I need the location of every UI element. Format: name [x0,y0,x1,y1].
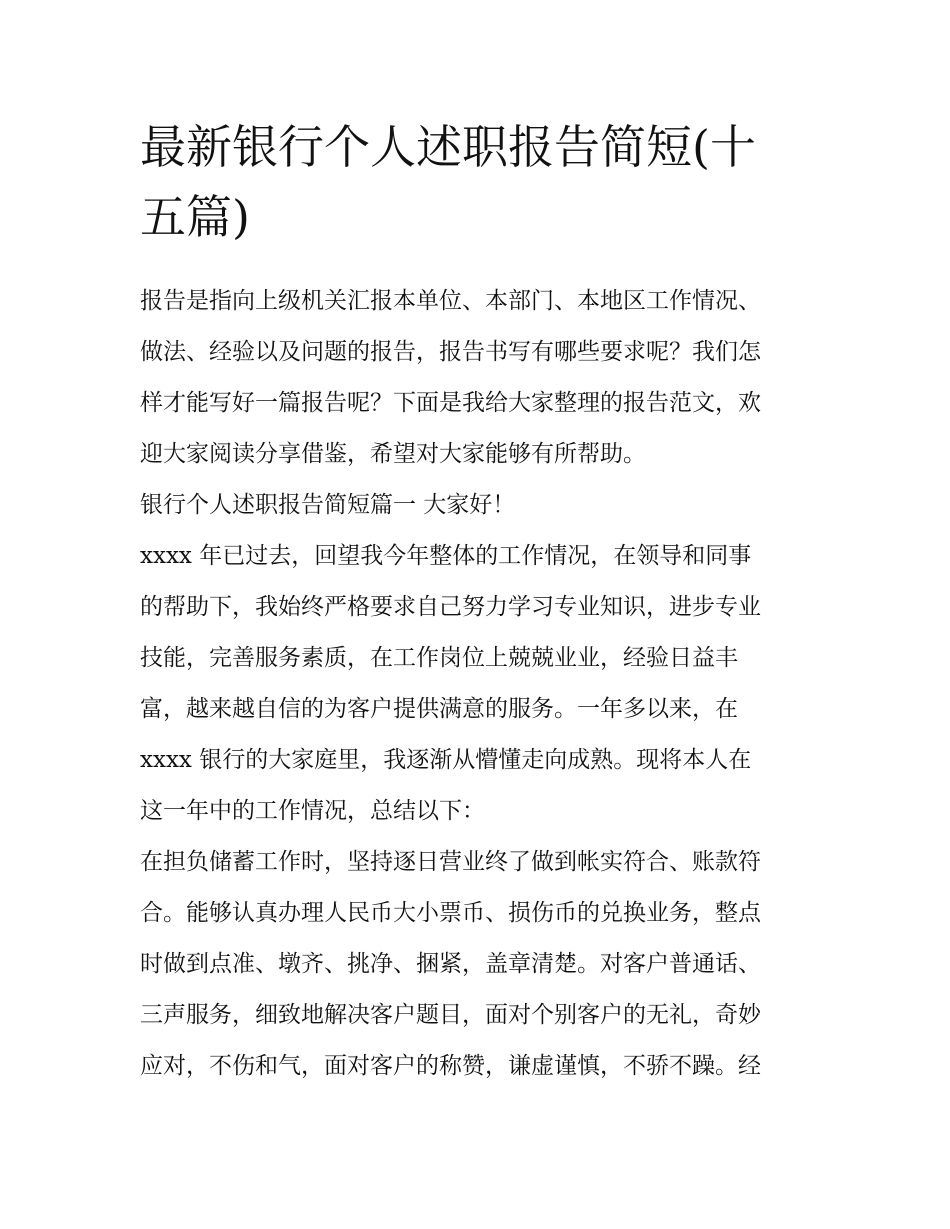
document-content [140,112,812,1092]
text-line: 三声服务，细致地解决客户题目，面对个别客户的无礼，奇妙 [140,1002,761,1028]
text-line: 的帮助下，我始终严格要求自己努力学习专业知识，进步专业 [140,594,761,620]
document-title [140,112,812,252]
title-line: 最新银行个人述职报告简短(十 [140,120,756,174]
section-heading: 银行个人述职报告简短篇一 大家好！ [140,492,516,518]
title-line: 五篇) [140,190,250,244]
text-line: 这一年中的工作情况，总结以下： [140,798,485,824]
text-line: 报告是指向上级机关汇报本单位、本部门、本地区工作情况、 [140,288,761,314]
text-line: 迎大家阅读分享借鉴，希望对大家能够有所帮助。 [140,441,646,467]
text-line: xxxx 银行的大家庭里，我逐渐从懵懂走向成熟。现将本人在 [140,747,752,773]
document-body [140,276,812,1092]
text-line: 应对，不伤和气，面对客户的称赞，谦虚谨慎，不骄不躁。经 [140,1053,761,1079]
text-line: 在担负储蓄工作时，坚持逐日营业终了做到帐实符合、账款符 [140,849,761,875]
text-line: 样才能写好一篇报告呢？下面是我给大家整理的报告范文，欢 [140,390,761,416]
text-line: 技能，完善服务素质，在工作岗位上兢兢业业，经验日益丰 [140,645,738,671]
text-line: 合。能够认真办理人民币大小票币、损伤币的兑换业务，整点 [140,900,761,926]
text-line: xxxx 年已过去，回望我今年整体的工作情况，在领导和同事 [140,543,752,569]
text-line: 富，越来越自信的为客户提供满意的服务。一年多以来，在 [140,696,738,722]
text-line: 时做到点准、墩齐、挑净、捆紧，盖章清楚。对客户普通话、 [140,951,761,977]
text-line: 做法、经验以及问题的报告，报告书写有哪些要求呢？我们怎 [140,339,761,365]
